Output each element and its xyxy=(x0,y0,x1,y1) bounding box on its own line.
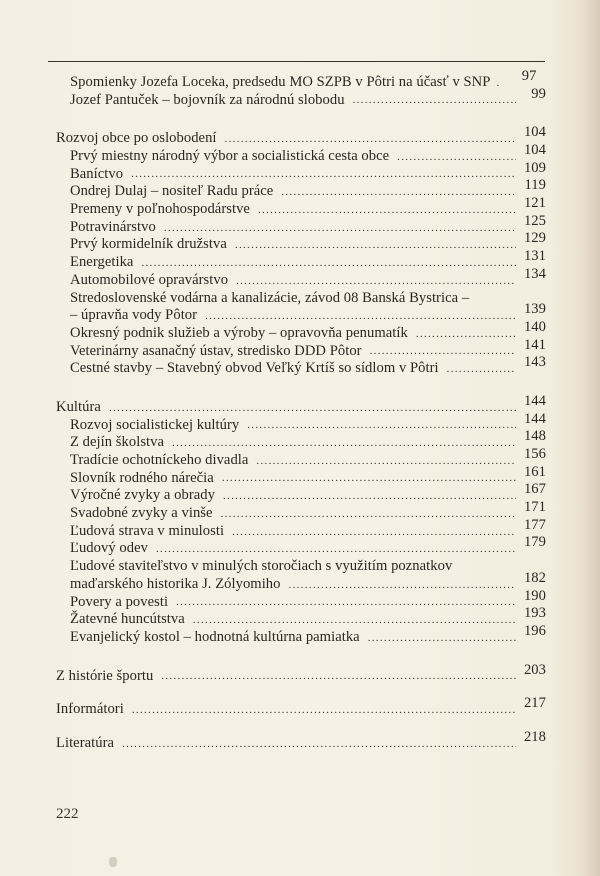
dot-leader xyxy=(131,168,516,180)
toc-entry-title: Žatevné huncútstva xyxy=(70,611,185,628)
toc-entry[interactable] xyxy=(56,354,546,378)
dot-leader xyxy=(370,345,516,357)
toc-entry-title: Z histórie športu xyxy=(56,667,154,684)
toc-entry-title: Ľudová strava v minulosti xyxy=(70,522,225,539)
toc-entry-page: 179 xyxy=(523,534,546,551)
toc-entry[interactable] xyxy=(56,230,546,255)
toc-entry[interactable] xyxy=(56,481,546,505)
toc-entry-page: 156 xyxy=(523,446,546,463)
toc-entry-title: Tradície ochotníckeho divadla xyxy=(70,452,249,469)
toc-entry-title: Z dejín školstva xyxy=(70,434,165,451)
toc-entry[interactable] xyxy=(56,428,546,452)
toc-entry[interactable] xyxy=(56,67,546,92)
toc-entry-page: 143 xyxy=(523,354,546,371)
toc-entry[interactable] xyxy=(56,446,546,470)
toc-entry-title: Energetika xyxy=(70,254,134,271)
toc-entry-page: 196 xyxy=(523,622,546,639)
toc-entry[interactable] xyxy=(56,159,546,184)
dot-leader xyxy=(172,437,516,449)
toc-entry-title: Spomienky Jozefa Loceka, predsedu MO SZPB v Pôtri na účasť v SNP xyxy=(70,73,491,90)
dot-leader xyxy=(235,239,516,251)
toc-entry-title: Výročné zvyky a obrady xyxy=(70,487,215,504)
toc-entry-page: 148 xyxy=(523,428,546,445)
dot-leader xyxy=(247,419,516,431)
toc-entry-title: Potravinárstvo xyxy=(70,218,156,235)
toc-entry-page: 104 xyxy=(523,124,546,141)
toc-entry-title: Cestné stavby – Stavebný obvod Veľký Krtíš so sídlom v Pôtri xyxy=(70,360,439,377)
toc-entry-title-line1: Stredoslovenské vodárna a kanalizácie, závod 08 Banská Bystrica – xyxy=(70,289,470,306)
toc-entry-title: Evanjelický kostol – hodnotná kultúrna pamiatka xyxy=(70,628,360,645)
dot-leader xyxy=(161,670,516,682)
toc-entry[interactable] xyxy=(56,318,546,343)
dot-leader xyxy=(222,472,516,484)
toc-entry[interactable] xyxy=(56,534,546,559)
toc-entry-multiline-start[interactable] xyxy=(56,290,546,308)
toc-entry-page: 141 xyxy=(523,336,546,353)
toc-entry[interactable] xyxy=(56,622,546,647)
dot-leader xyxy=(205,310,516,322)
dot-leader xyxy=(258,204,516,216)
toc-entry-page: 217 xyxy=(523,695,546,712)
toc-entry-page: 167 xyxy=(523,481,546,498)
toc-entry-title: Rozvoj socialistickej kultúry xyxy=(70,416,240,433)
toc-entry[interactable] xyxy=(56,85,546,110)
toc-entry-title: Ondrej Dulaj – nositeľ Radu práce xyxy=(70,183,274,200)
dot-leader xyxy=(141,257,516,269)
toc-entry-title-line2: maďarského historika J. Zólyomiho xyxy=(70,575,281,592)
dot-leader xyxy=(236,275,516,287)
toc-entry-page: 190 xyxy=(523,587,546,604)
dot-leader xyxy=(289,579,516,591)
toc-entry-title: Jozef Pantuček – bojovník za národnú slobodu xyxy=(70,91,345,108)
dot-leader xyxy=(496,77,500,89)
dot-leader xyxy=(164,222,516,234)
dot-leader xyxy=(368,632,516,644)
toc-entry-title: Premeny v poľnohospodárstve xyxy=(70,201,250,218)
toc-entry-title: Slovník rodného nárečia xyxy=(70,469,214,486)
page-number: 222 xyxy=(56,806,79,822)
dot-leader xyxy=(223,490,516,502)
toc-entry-page: 97 xyxy=(521,67,537,84)
toc-entry[interactable] xyxy=(56,248,546,272)
toc-entry[interactable] xyxy=(56,516,546,541)
toc-entry-page: 161 xyxy=(523,463,546,480)
toc-entry-title-line2: – úpravňa vody Pôtor xyxy=(70,307,198,324)
dot-leader xyxy=(156,543,516,555)
toc-section-heading[interactable] xyxy=(56,392,546,417)
toc-entry-multiline-start[interactable] xyxy=(56,558,546,576)
toc-entry-multiline-end[interactable] xyxy=(56,301,546,325)
toc-entry-title: Rozvoj obce po oslobodení xyxy=(56,130,217,147)
toc-entry-title: Prvý miestny národný výbor a socialistická cesta obce xyxy=(70,148,390,165)
toc-section-heading[interactable] xyxy=(56,661,546,686)
toc-entry[interactable] xyxy=(56,142,546,166)
toc-entry-page: 144 xyxy=(523,410,546,427)
toc-entry-title: Informátori xyxy=(56,701,124,718)
toc-entry-page: 99 xyxy=(531,85,546,102)
toc-entry-title: Prvý kormidelník družstva xyxy=(70,236,227,253)
toc-entry[interactable] xyxy=(56,177,546,201)
dot-leader xyxy=(225,133,516,145)
toc-entry-title: Automobilové opravárstvo xyxy=(70,271,229,288)
toc-entry-title: Veterinárny asanačný ústav, stredisko DDD Pôtor xyxy=(70,342,362,359)
toc-entry-page: 109 xyxy=(523,159,546,176)
dot-leader xyxy=(256,455,516,467)
dot-leader xyxy=(397,151,516,163)
toc-entry-title: Svadobné zvyky a vinše xyxy=(70,505,213,522)
dot-leader xyxy=(416,328,516,340)
toc-entry[interactable] xyxy=(56,499,546,523)
toc-section-heading[interactable] xyxy=(56,695,546,719)
toc-entry-title: Ľudový odev xyxy=(70,540,148,557)
toc-entry-page: 131 xyxy=(523,248,546,265)
dot-leader xyxy=(281,186,516,198)
paper-smudge xyxy=(109,857,117,867)
toc-entry-title: Literatúra xyxy=(56,734,115,751)
toc-entry-page: 177 xyxy=(523,516,546,533)
dot-leader xyxy=(109,402,516,414)
toc-entry-page: 119 xyxy=(524,177,546,194)
toc-entry-page: 182 xyxy=(523,569,546,586)
toc-entry[interactable] xyxy=(56,265,546,290)
toc-entry-page: 218 xyxy=(523,728,546,745)
toc-entry-page: 134 xyxy=(523,265,546,282)
table-of-contents xyxy=(56,67,546,753)
toc-entry-page: 139 xyxy=(523,301,546,318)
dot-leader xyxy=(353,94,516,106)
toc-entry-page: 125 xyxy=(523,212,546,229)
toc-entry[interactable] xyxy=(56,587,546,612)
dot-leader xyxy=(193,614,516,626)
toc-entry-title: Baníctvo xyxy=(70,165,124,182)
dot-leader xyxy=(176,596,516,608)
toc-entry-page: 140 xyxy=(523,318,546,335)
toc-entry-page: 193 xyxy=(523,605,546,622)
toc-entry-multiline-end[interactable] xyxy=(56,569,546,594)
toc-entry-title: Kultúra xyxy=(56,398,101,415)
toc-entry-page: 171 xyxy=(523,499,546,516)
toc-entry[interactable] xyxy=(56,410,546,435)
toc-entry[interactable] xyxy=(56,195,546,219)
toc-entry-page: 203 xyxy=(523,661,546,678)
toc-entry-title-line1: Ľudové staviteľstvo v minulých storočiach s využitím poznatkov xyxy=(70,558,453,575)
toc-entry[interactable] xyxy=(56,463,546,488)
toc-entry[interactable] xyxy=(56,212,546,237)
dot-leader xyxy=(221,508,516,520)
dot-leader xyxy=(122,738,516,750)
dot-leader xyxy=(132,704,516,716)
toc-entry-page: 144 xyxy=(523,392,546,409)
toc-section-heading[interactable] xyxy=(56,124,546,148)
toc-entry[interactable] xyxy=(56,605,546,629)
dot-leader xyxy=(447,363,516,375)
dot-leader xyxy=(232,526,516,538)
toc-entry-title: Okresný podnik služieb a výroby – opravovňa penumatík xyxy=(70,324,408,341)
header-rule xyxy=(48,61,545,62)
toc-entry-page: 129 xyxy=(523,230,546,247)
toc-entry-page: 104 xyxy=(523,142,546,159)
toc-entry[interactable] xyxy=(56,336,546,361)
toc-entry-title: Povery a povesti xyxy=(70,593,169,610)
toc-entry-page: 121 xyxy=(523,195,546,212)
toc-section-heading[interactable] xyxy=(56,728,546,753)
